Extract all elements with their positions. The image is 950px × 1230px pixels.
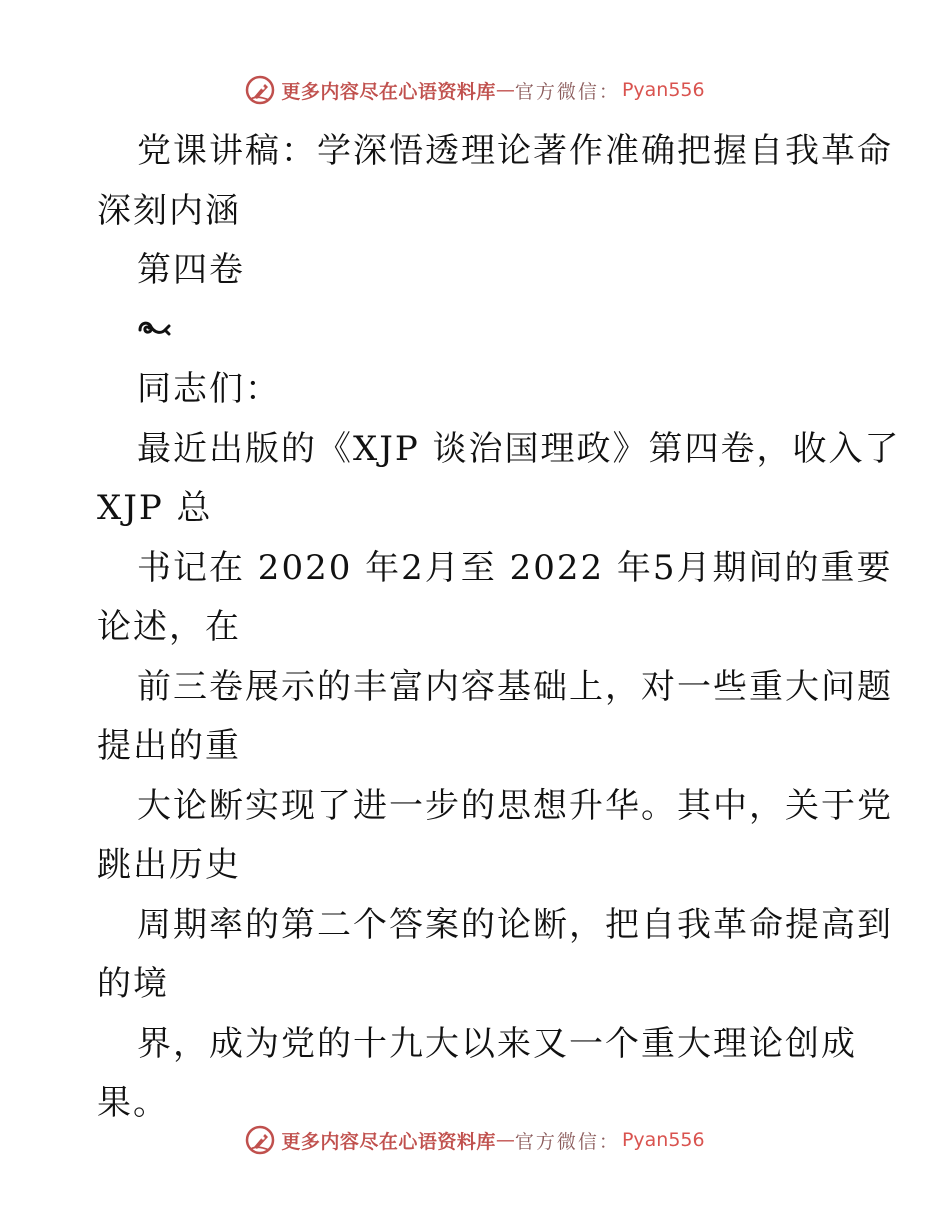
- doc-paragraph-line: 果。: [97, 1083, 169, 1123]
- doc-title-line-1: 党课讲稿：学深悟透理论著作准确把握自我革命: [137, 131, 893, 171]
- doc-paragraph-line: 界，成为党的十九大以来又一个重大理论创成: [137, 1023, 857, 1064]
- banner-dash: —: [495, 79, 515, 101]
- pen-nib-logo-icon: [245, 75, 275, 105]
- doc-salutation: 同志们：: [137, 369, 281, 409]
- banner-dash: —: [495, 1129, 515, 1151]
- banner-wechat-label: 官方微信：: [514, 1130, 620, 1153]
- doc-paragraph-line: 跳出历史: [97, 845, 241, 885]
- footer-banner: [0, 1120, 950, 1160]
- swirl-ornament-icon: [97, 301, 857, 361]
- banner-main-text: 更多内容尽在心语资料库: [281, 1130, 496, 1153]
- header-banner: [0, 70, 950, 110]
- doc-paragraph-line: 提出的重: [97, 726, 241, 766]
- banner-wechat-id: Pyan556: [621, 1129, 705, 1151]
- doc-paragraph-line: XJP 总: [97, 488, 213, 528]
- doc-paragraph-line: 大论断实现了进一步的思想升华。其中，关于党: [137, 785, 893, 826]
- doc-paragraph-line: 书记在 2020 年2月至 2022 年5月期间的重要: [137, 547, 893, 588]
- doc-paragraph-line: 最近出版的《XJP 谈治国理政》第四卷，收入了: [137, 428, 901, 469]
- doc-volume-line: 第四卷: [137, 250, 245, 290]
- banner-main-text: 更多内容尽在心语资料库: [281, 80, 496, 103]
- document-body: [97, 122, 901, 1134]
- doc-paragraph-line: 前三卷展示的丰富内容基础上，对一些重大问题: [137, 666, 893, 707]
- doc-title-line-2: 深刻内涵: [97, 190, 241, 231]
- doc-paragraph-line: 周期率的第二个答案的论断，把自我革命提高到: [137, 904, 893, 945]
- pen-nib-logo-icon: [245, 1125, 275, 1155]
- doc-paragraph-line: 论述，在: [97, 607, 241, 647]
- banner-wechat-id: Pyan556: [621, 79, 705, 101]
- banner-wechat-label: 官方微信：: [514, 80, 620, 103]
- doc-paragraph-line: 的境: [97, 964, 169, 1004]
